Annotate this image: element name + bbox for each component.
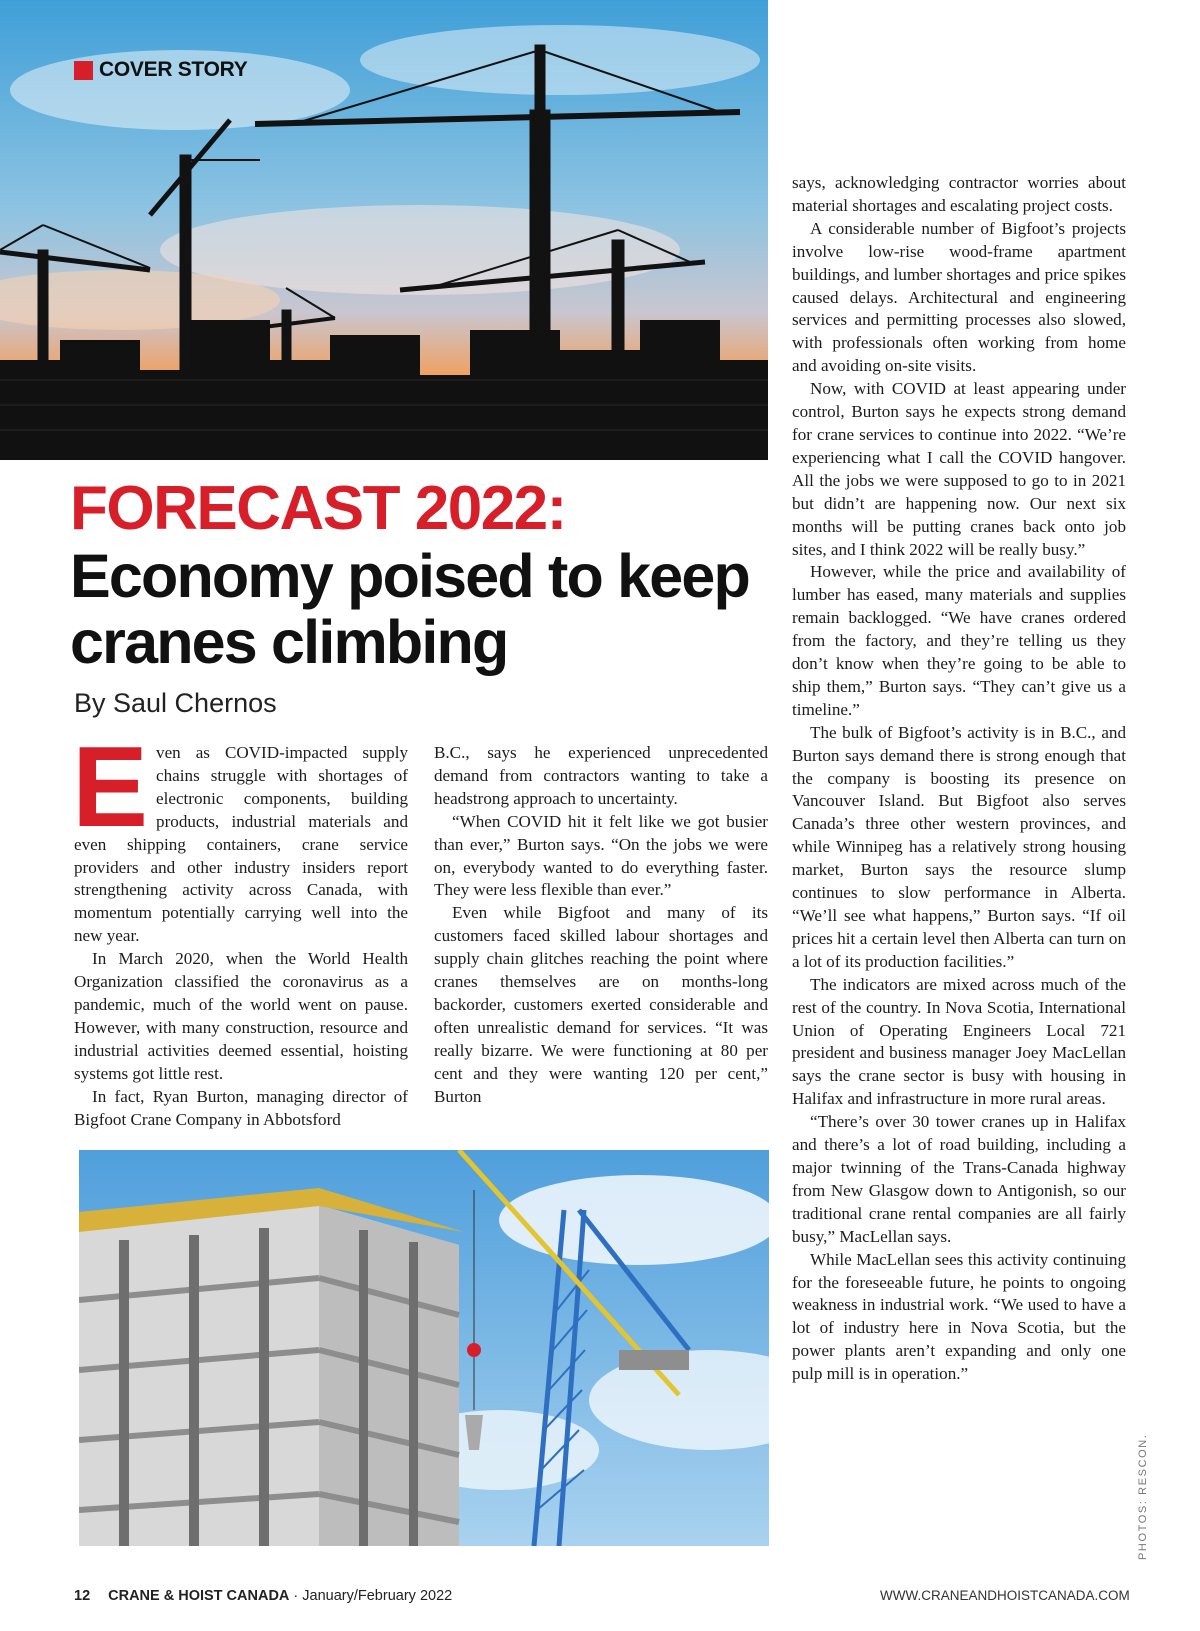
drop-cap: E [72, 724, 149, 851]
building-crane-photo [79, 1150, 769, 1546]
paragraph: In March 2020, when the World Health Organization classified the coronavirus as a pandemic, much of the world went on pause. However, with many construction, resource and industrial activities deemed essential, hoisting systems got little rest. [74, 949, 408, 1083]
article-column-3 [792, 172, 1126, 1386]
headline-kicker: FORECAST 2022: [70, 474, 566, 543]
page-number: 12 [74, 1588, 91, 1604]
paragraph: “When COVID hit it felt like we got busier than ever,” Burton says. “On the jobs we were on, everybody wanted to do everything faster. They were less flexible than ever.” [434, 811, 768, 900]
photo-credit: PHOTOS: RESCON. [1137, 1433, 1149, 1560]
paragraph: While MacLellan sees this activity continuing for the foreseeable future, he points to ongoing weakness in industrial work. “We used to have a lot of industry here in Nova Scotia, but the power plants aren’t expanding and only one pulp mill is in operation.” [792, 1249, 1126, 1384]
paragraph: Even while Bigfoot and many of its customers faced skilled labour shortages and supply chain glitches reaching the point where cranes themselves are on months-long backorder, customers exerted considerable and often unrealistic demand for services. “It was really bizarre. We were functioning at 80 per cent and they were wanting 120 per cent,” Burton [434, 903, 768, 1106]
headline-title: Economy poised to keep cranes climbing [70, 542, 749, 676]
footer-left [74, 1588, 452, 1604]
issue-date: · January/February 2022 [289, 1588, 453, 1604]
building-crane-illustration [79, 1150, 769, 1546]
paragraph: B.C., says he experienced unprecedented demand from contractors wanting to take a headstrong approach to uncertainty. [434, 743, 768, 808]
section-label [74, 58, 247, 82]
paragraph-text: ven as COVID-impacted supply chains struggle with shortages of electronic components, building products, industrial materials and even shipping containers, crane service providers and other industry insiders report strengthening activity across Canada, with momentum potentially carrying well into the new year. [74, 743, 408, 946]
paragraph: The bulk of Bigfoot’s activity is in B.C., and Burton says demand there is strong enough that the company is boosting its presence on Vancouver Island. But Bigfoot also serves Canada’s three other western provinces, and while Winnipeg has a relatively strong housing market, Burton says the resource slump continues to slow performance in Alberta. “We’ll see what happens,” Burton says. “If oil prices hit a certain level then Alberta can turn on a lot of its production facilities.” [792, 722, 1126, 971]
paragraph: “There’s over 30 tower cranes up in Halifax and there’s a lot of road building, including a major twinning of the Trans-Canada highway from New Glasgow down to Antigonish, so our traditional crane rental companies are all fairly busy,” MacLellan says. [792, 1112, 1126, 1246]
paragraph: A considerable number of Bigfoot’s projects involve low-rise wood-frame apartment buildings, and lumber shortages and price spikes caused delays. Architectural and engineering services and permitting processes also slowed, with professionals often working from home and avoiding on-site visits. [792, 218, 1126, 376]
paragraph: However, while the price and availability of lumber has eased, many materials and supplies remain backlogged. “We have cranes ordered from the factory, and they’re telling us they don’t know when they’re going to be able to ship them,” Burton says. “They can’t give us a timeline.” [792, 562, 1126, 719]
paragraph: The indicators are mixed across much of the rest of the country. In Nova Scotia, International Union of Operating Engineers Local 721 president and business manager Joey MacLellan says the crane sector is busy with housing in Halifax and infrastructure in more rural areas. [792, 974, 1126, 1109]
magazine-name: CRANE & HOIST CANADA [108, 1588, 290, 1604]
section-label-text: COVER STORY [99, 58, 248, 81]
article-column-1 [72, 724, 408, 1131]
paragraph: Now, with COVID at least appearing under control, Burton says he expects strong demand for crane services to continue into 2022. “We’re experiencing what I call the COVID hangover. All the jobs we were supposed to go to in 2021 but didn’t are happening now. Our next six months will be putting cranes back onto job sites, and I think 2022 will be really busy.” [792, 379, 1126, 559]
paragraph [72, 724, 408, 948]
article-column-2 [434, 742, 768, 1109]
byline: By Saul Chernos [74, 688, 277, 718]
footer-url[interactable]: WWW.CRANEANDHOISTCANADA.COM [880, 1588, 1130, 1603]
paragraph: In fact, Ryan Burton, managing director of Bigfoot Crane Company in Abbotsford [74, 1086, 408, 1129]
red-square-icon [74, 61, 93, 80]
paragraph: says, acknowledging contractor worries about material shortages and escalating project costs. [792, 173, 1126, 215]
